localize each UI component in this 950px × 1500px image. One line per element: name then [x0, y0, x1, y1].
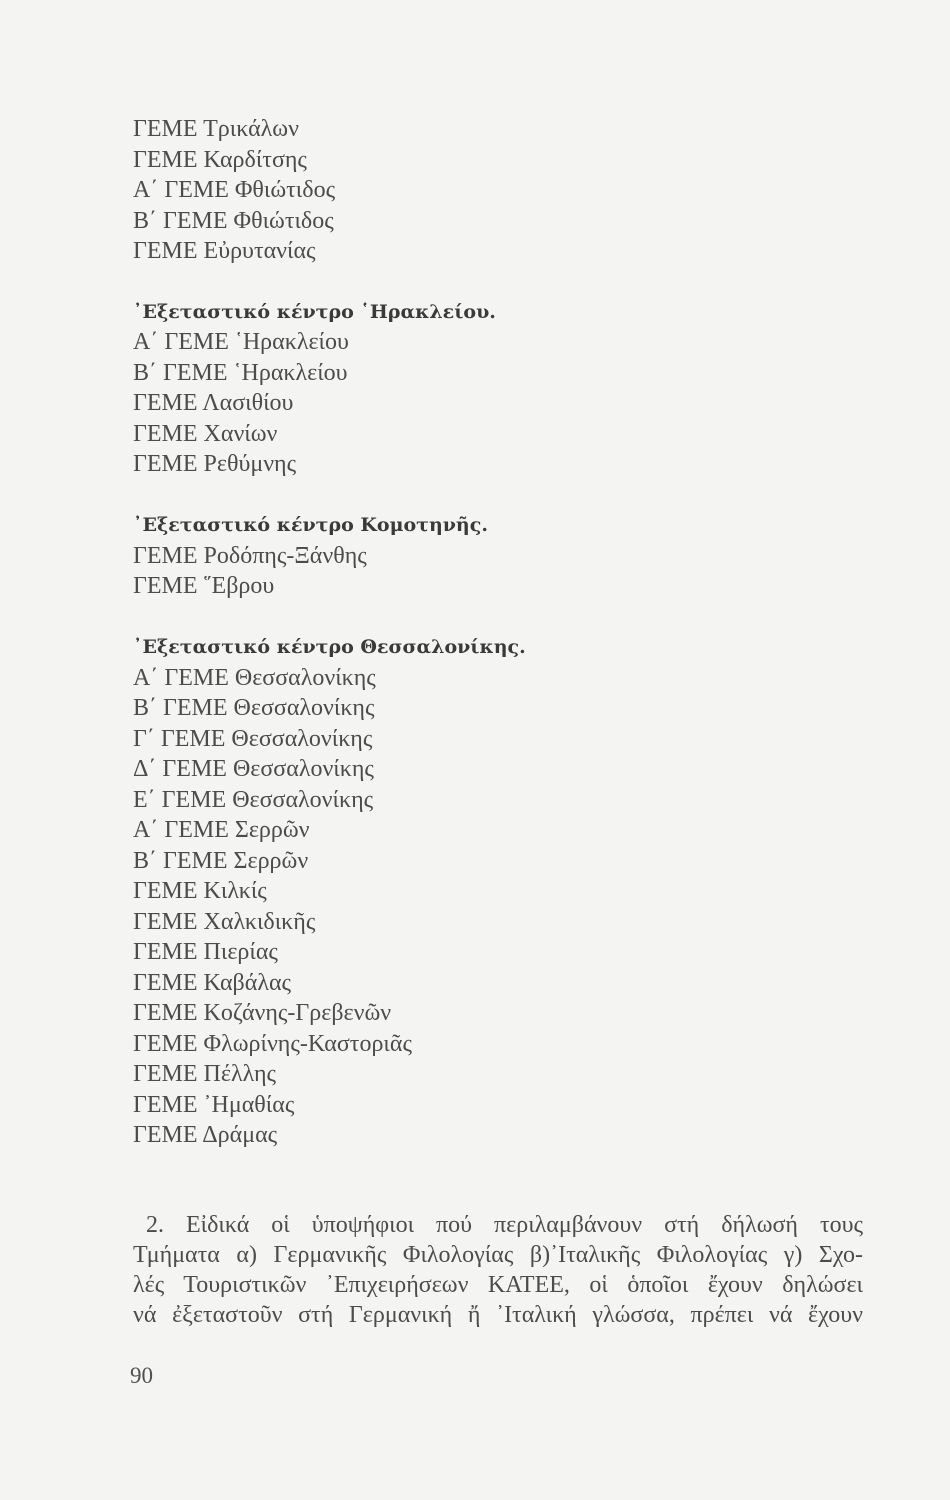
exam-center-heading-heraklion: ᾿Εξεταστικό κέντρο ῾Ηρακλείου.: [133, 301, 496, 323]
school-entry: Α΄ ΓΕΜΕ ῾Ηρακλείου: [133, 329, 349, 355]
school-entry: ΓΕΜΕ Καρδίτσης: [133, 147, 307, 173]
school-entry: ΓΕΜΕ Ρεθύμνης: [133, 451, 297, 477]
school-entry: ΓΕΜΕ Πέλλης: [133, 1061, 277, 1087]
school-entry: ΓΕΜΕ Δράμας: [133, 1122, 278, 1148]
school-entry: ΓΕΜΕ Χανίων: [133, 421, 278, 447]
school-entry: ΓΕΜΕ Ροδόπης-Ξάνθης: [133, 543, 367, 569]
paragraph-line: 2. Εἰδικά οἱ ὑποψήφιοι πού περιλαμβάνουν στή δήλωσή τους: [146, 1212, 863, 1238]
school-entry: Γ΄ ΓΕΜΕ Θεσσαλονίκης: [133, 726, 373, 752]
school-entry: ΓΕΜΕ Χαλκιδικῆς: [133, 909, 316, 935]
page-number: 90: [130, 1363, 153, 1388]
school-entry: Β΄ ΓΕΜΕ Φθιώτιδος: [133, 208, 334, 234]
school-entry: ΓΕΜΕ Κοζάνης-Γρεβενῶν: [133, 1000, 392, 1026]
school-entry: Β΄ ΓΕΜΕ ῾Ηρακλείου: [133, 360, 348, 386]
school-entry: Α΄ ΓΕΜΕ Θεσσαλονίκης: [133, 665, 376, 691]
school-entry: ΓΕΜΕ ῞Εβρου: [133, 573, 275, 599]
school-entry: Δ΄ ΓΕΜΕ Θεσσαλονίκης: [133, 756, 374, 782]
school-entry: Β΄ ΓΕΜΕ Σερρῶν: [133, 848, 309, 874]
exam-center-heading-komotini: ᾿Εξεταστικό κέντρο Κομοτηνῆς.: [133, 514, 488, 536]
school-entry: ΓΕΜΕ Εὐρυτανίας: [133, 238, 316, 264]
school-entry: ΓΕΜΕ Πιερίας: [133, 939, 278, 965]
school-entry: ΓΕΜΕ Λασιθίου: [133, 390, 294, 416]
school-entry: Β΄ ΓΕΜΕ Θεσσαλονίκης: [133, 695, 375, 721]
school-entry: Ε΄ ΓΕΜΕ Θεσσαλονίκης: [133, 787, 374, 813]
paragraph-line: νά ἐξεταστοῦν στή Γερμανική ἤ ᾿Ιταλική γλώσσα, πρέπει νά ἔχουν: [133, 1302, 863, 1328]
body-paragraph: [133, 1210, 863, 1330]
school-entry: ΓΕΜΕ Φλωρίνης-Καστοριᾶς: [133, 1031, 412, 1057]
paragraph-line: Τμήματα α) Γερμανικῆς Φιλολογίας β)᾿Ιταλικῆς Φιλολογίας γ) Σχο-: [133, 1242, 863, 1268]
exam-center-heading-thessaloniki: ᾿Εξεταστικό κέντρο Θεσσαλονίκης.: [133, 636, 526, 658]
school-entry: Α΄ ΓΕΜΕ Φθιώτιδος: [133, 177, 336, 203]
school-entry: ΓΕΜΕ Τρικάλων: [133, 116, 299, 142]
school-entry: ΓΕΜΕ ᾿Ημαθίας: [133, 1092, 295, 1118]
school-entry: ΓΕΜΕ Καβάλας: [133, 970, 292, 996]
school-entry: ΓΕΜΕ Κιλκίς: [133, 878, 267, 904]
school-entry: Α΄ ΓΕΜΕ Σερρῶν: [133, 817, 310, 843]
paragraph-line: λές Τουριστικῶν ᾿Επιχειρήσεων ΚΑΤΕΕ, οἱ ὁποῖοι ἔχουν δηλώσει: [133, 1272, 863, 1298]
